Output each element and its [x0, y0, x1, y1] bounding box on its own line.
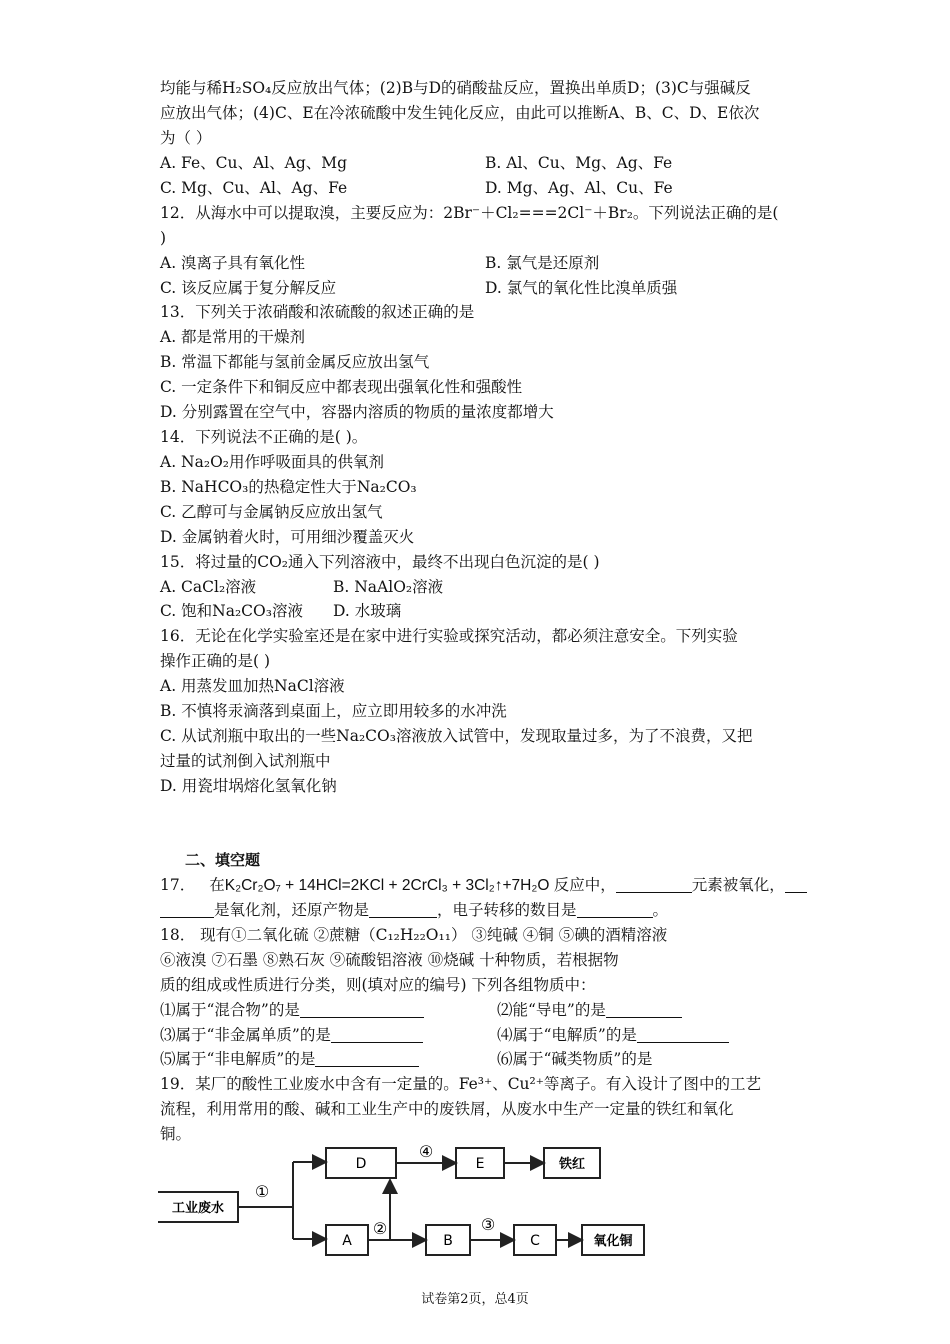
q18-line2: ⑥液溴 ⑦石墨 ⑧熟石灰 ⑨硫酸铝溶液 ⑩烧碱 十种物质，若根据物 — [160, 951, 619, 969]
q19-line3: 铜。 — [160, 1125, 192, 1143]
q14-option-b: B. NaHCO₃的热稳定性大于Na₂CO₃ — [160, 478, 417, 496]
q14-option-d: D. 金属钠着火时，可用细沙覆盖灭火 — [160, 528, 415, 546]
box-a-label: A — [342, 1233, 352, 1249]
q12-option-c: C. 该反应属于复分解反应 — [160, 279, 337, 297]
q18-part2 — [497, 999, 682, 1021]
q13-option-d: D. 分别露置在空气中，容器内溶质的物质的量浓度都增大 — [160, 403, 554, 421]
q16-option-c-line2: 过量的试剂倒入试剂瓶中 — [160, 752, 331, 770]
product2-label: 氧化铜 — [593, 1234, 633, 1249]
q17-line2 — [160, 899, 668, 921]
q12-line1: 12．从海水中可以提取溴，主要反应为：2Br⁻＋Cl₂===2Cl⁻＋Br₂。下列说法正确的是( — [160, 204, 779, 222]
q18-line1: 18． 现有①二氧化硫 ②蔗糖（C₁₂H₂₂O₁₁） ③纯碱 ④铜 ⑤碘的酒精溶液 — [160, 926, 668, 944]
q19-line1: 19．某厂的酸性工业废水中含有一定量的。Fe³⁺、Cu²⁺等离子。有入设计了图中的工艺 — [160, 1075, 761, 1093]
q17-blank-1[interactable] — [616, 876, 692, 893]
source-label: 工业废水 — [171, 1201, 225, 1216]
q15-option-a: A. CaCl₂溶液 — [160, 578, 257, 596]
q17-text-2: 是氧化剂，还原产物是 — [214, 901, 370, 919]
q18-part3-blank[interactable] — [331, 1026, 423, 1043]
q18-part5 — [160, 1048, 419, 1070]
q18-part6-label: ⑹属于“碱类物质”的是 — [497, 1050, 653, 1068]
q16-line1: 16．无论在化学实验室还是在家中进行实验或探究活动，都必须注意安全。下列实验 — [160, 627, 738, 645]
q18-part1-blank[interactable] — [300, 1001, 424, 1018]
q17-text-4: 。 — [652, 901, 669, 919]
q11-option-d: D. Mg、Ag、Al、Cu、Fe — [485, 179, 673, 197]
q18-part2-label: ⑵能“导电”的是 — [497, 1001, 606, 1019]
q18-line3: 质的组成或性质进行分类，则(填对应的编号) 下列各组物质中： — [160, 976, 596, 994]
q17-text-3: ，电子转移的数目是 — [437, 901, 577, 919]
q19-line2: 流程，利用常用的酸、碱和工业生产中的废铁屑，从废水中生产一定量的铁红和氧化 — [160, 1100, 734, 1118]
q17-blank-2b[interactable] — [160, 901, 214, 918]
q18-part5-blank[interactable] — [315, 1050, 419, 1067]
q16-option-a: A. 用蒸发皿加热NaCl溶液 — [160, 677, 345, 695]
box-d-label: D — [355, 1156, 367, 1172]
q18-part1-label: ⑴属于“混合物”的是 — [160, 1001, 300, 1019]
section-heading-fill-blank: 二、填空题 — [185, 851, 261, 869]
q18-part3-label: ⑶属于“非金属单质”的是 — [160, 1026, 331, 1044]
q11-line2: 应放出气体；(4)C、E在冷浓硫酸中发生钝化反应，由此可以推断A、B、C、D、E依次 — [160, 104, 760, 122]
step4-marker: ④ — [418, 1142, 434, 1161]
product1-label: 铁红 — [558, 1157, 586, 1172]
q15-stem: 15．将过量的CO₂通入下列溶液中，最终不出现白色沉淀的是( ) — [160, 553, 600, 571]
q13-option-b: B. 常温下都能与氢前金属反应放出氢气 — [160, 353, 430, 371]
page-footer: 试卷第2页，总4页 — [421, 1292, 529, 1307]
box-e-label: E — [475, 1156, 485, 1172]
q11-option-c: C. Mg、Cu、Al、Ag、Fe — [160, 179, 348, 197]
q18-part4-label: ⑷属于“电解质”的是 — [497, 1026, 637, 1044]
q17-blank-3[interactable] — [369, 901, 437, 918]
q12-option-b: B. 氯气是还原剂 — [485, 254, 600, 272]
q16-line2: 操作正确的是( ) — [160, 652, 271, 670]
q12-option-a: A. 溴离子具有氧化性 — [160, 254, 306, 272]
q17-blank-2a[interactable] — [785, 876, 807, 893]
q15-option-c: C. 饱和Na₂CO₃溶液 — [160, 602, 303, 620]
q11-line3: 为（ ） — [160, 129, 212, 147]
q18-part2-blank[interactable] — [606, 1001, 682, 1018]
q12-option-d: D. 氯气的氧化性比溴单质强 — [485, 279, 678, 297]
q17-line1 — [160, 874, 807, 897]
q18-part4-blank[interactable] — [637, 1026, 729, 1043]
q15-option-b: B. NaAlO₂溶液 — [333, 578, 444, 596]
q11-option-a: A. Fe、Cu、Al、Ag、Mg — [160, 154, 348, 172]
q17-equation: 在K₂Cr₂O₇ + 14HCl=2KCl + 2CrCl₃ + 3Cl₂↑+7H₂O 反应中， — [209, 877, 616, 894]
step3-marker: ③ — [480, 1215, 496, 1234]
q14-option-c: C. 乙醇可与金属钠反应放出氢气 — [160, 503, 383, 521]
q15-option-d: D. 水玻璃 — [333, 602, 402, 620]
q13-option-c: C. 一定条件下和铜反应中都表现出强氧化性和强酸性 — [160, 378, 523, 396]
step2-marker: ② — [372, 1219, 388, 1238]
q16-option-b: B. 不慎将汞滴落到桌面上，应立即用较多的水冲洗 — [160, 702, 507, 720]
q14-stem: 14．下列说法不正确的是( )。 — [160, 428, 368, 446]
q18-part4 — [497, 1024, 729, 1046]
q17-text-1: 元素被氧化， — [691, 876, 785, 894]
q13-option-a: A. 都是常用的干燥剂 — [160, 328, 306, 346]
process-flow-diagram — [158, 1142, 658, 1272]
q12-line2: ) — [160, 229, 167, 247]
q13-stem: 13．下列关于浓硝酸和浓硫酸的叙述正确的是 — [160, 303, 475, 321]
q17-blank-4[interactable] — [577, 901, 653, 918]
q17-number: 17． — [160, 876, 196, 894]
q16-option-d: D. 用瓷坩埚熔化氢氧化钠 — [160, 777, 337, 795]
q11-option-b: B. Al、Cu、Mg、Ag、Fe — [485, 154, 673, 172]
box-c-label: C — [530, 1233, 540, 1249]
q18-part5-label: ⑸属于“非电解质”的是 — [160, 1050, 316, 1068]
box-b-label: B — [443, 1233, 453, 1249]
step1-marker: ① — [254, 1182, 270, 1201]
q18-part3 — [160, 1024, 423, 1046]
q16-option-c-line1: C. 从试剂瓶中取出的一些Na₂CO₃溶液放入试管中，发现取量过多，为了不浪费，又把 — [160, 727, 753, 745]
q18-part1 — [160, 999, 424, 1021]
q11-line1: 均能与稀H₂SO₄反应放出气体；(2)B与D的硝酸盐反应，置换出单质D；(3)C与强碱反 — [160, 79, 751, 97]
q18-part6 — [497, 1048, 652, 1070]
q14-option-a: A. Na₂O₂用作呼吸面具的供氧剂 — [160, 453, 384, 471]
